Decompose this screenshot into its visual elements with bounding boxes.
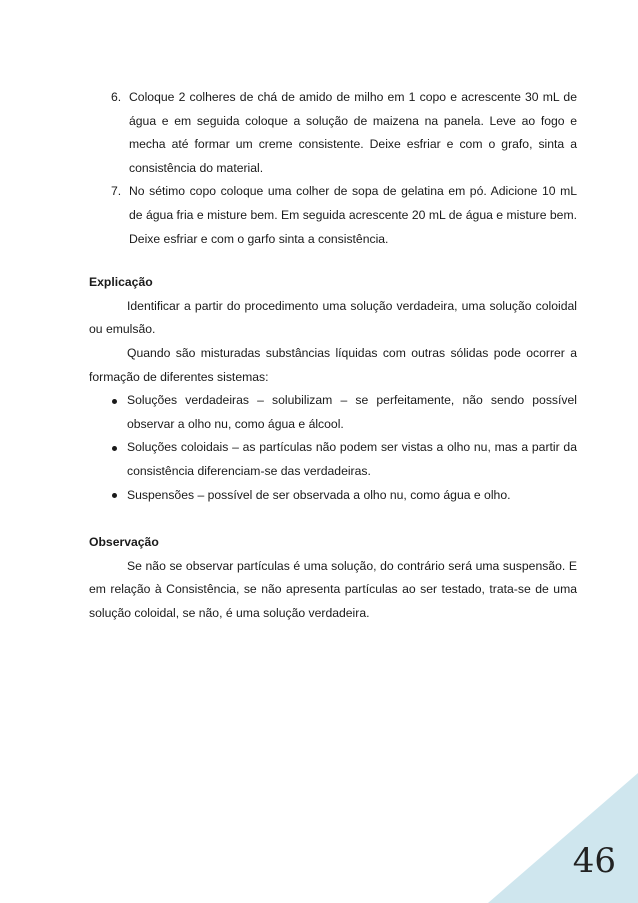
- corner-decoration: [488, 773, 638, 903]
- step-text: No sétimo copo coloque uma colher de sopa de gelatina em pó. Adicione 10 mL de água fria e misture bem. Em seguida acrescente 20 mL de água e misture bem. Deixe esfriar e com o garfo sinta a consistência.: [129, 184, 577, 246]
- step-text: Coloque 2 colheres de chá de amido de milho em 1 copo e acrescente 30 mL de água e em seguida coloque a solução de maizena na panela. Leve ao fogo e mecha até formar um creme consistente. Deixe esfriar e com o grafo, sinta a consistência do material.: [129, 90, 577, 175]
- step-number: 6.: [111, 90, 122, 104]
- list-item: [89, 436, 577, 483]
- step-item: [89, 180, 577, 251]
- list-item-text: Suspensões – possível de ser observada a olho nu, como água e olho.: [127, 487, 511, 502]
- page-number: 46: [572, 841, 616, 881]
- list-item-text: Soluções verdadeiras – solubilizam – se perfeitamente, não sendo possível observar a olho nu, como água e álcool.: [127, 393, 577, 431]
- page-content: [89, 86, 577, 625]
- bullet-icon: [112, 446, 117, 451]
- bullet-icon: [112, 493, 117, 498]
- explicacao-paragraph: Identificar a partir do procedimento uma solução verdadeira, uma solução coloidal ou emulsão.: [89, 298, 577, 337]
- list-item: [89, 484, 577, 508]
- bullet-icon: [112, 399, 117, 404]
- step-number: 7.: [111, 184, 122, 199]
- explicacao-paragraph: Quando são misturadas substâncias líquidas com outras sólidas pode ocorrer a formação de diferentes sistemas:: [89, 345, 577, 384]
- systems-list: [89, 389, 577, 507]
- list-item-text: Soluções coloidais – as partículas não podem ser vistas a olho nu, mas a partir da consistência diferenciam-se das verdadeiras.: [127, 440, 577, 478]
- list-item: [89, 389, 577, 436]
- observacao-paragraph: Se não se observar partículas é uma solução, do contrário será uma suspensão. E em relação à Consistência, se não apresenta partículas ao ser testado, trata-se de uma solução coloidal, se não, é uma solução verdadeira.: [89, 558, 577, 620]
- procedure-steps: [89, 86, 577, 251]
- observacao-heading: Observação: [89, 535, 159, 550]
- corner-triangle: [488, 773, 638, 903]
- step-item: [89, 86, 577, 180]
- explicacao-heading: Explicação: [89, 275, 153, 290]
